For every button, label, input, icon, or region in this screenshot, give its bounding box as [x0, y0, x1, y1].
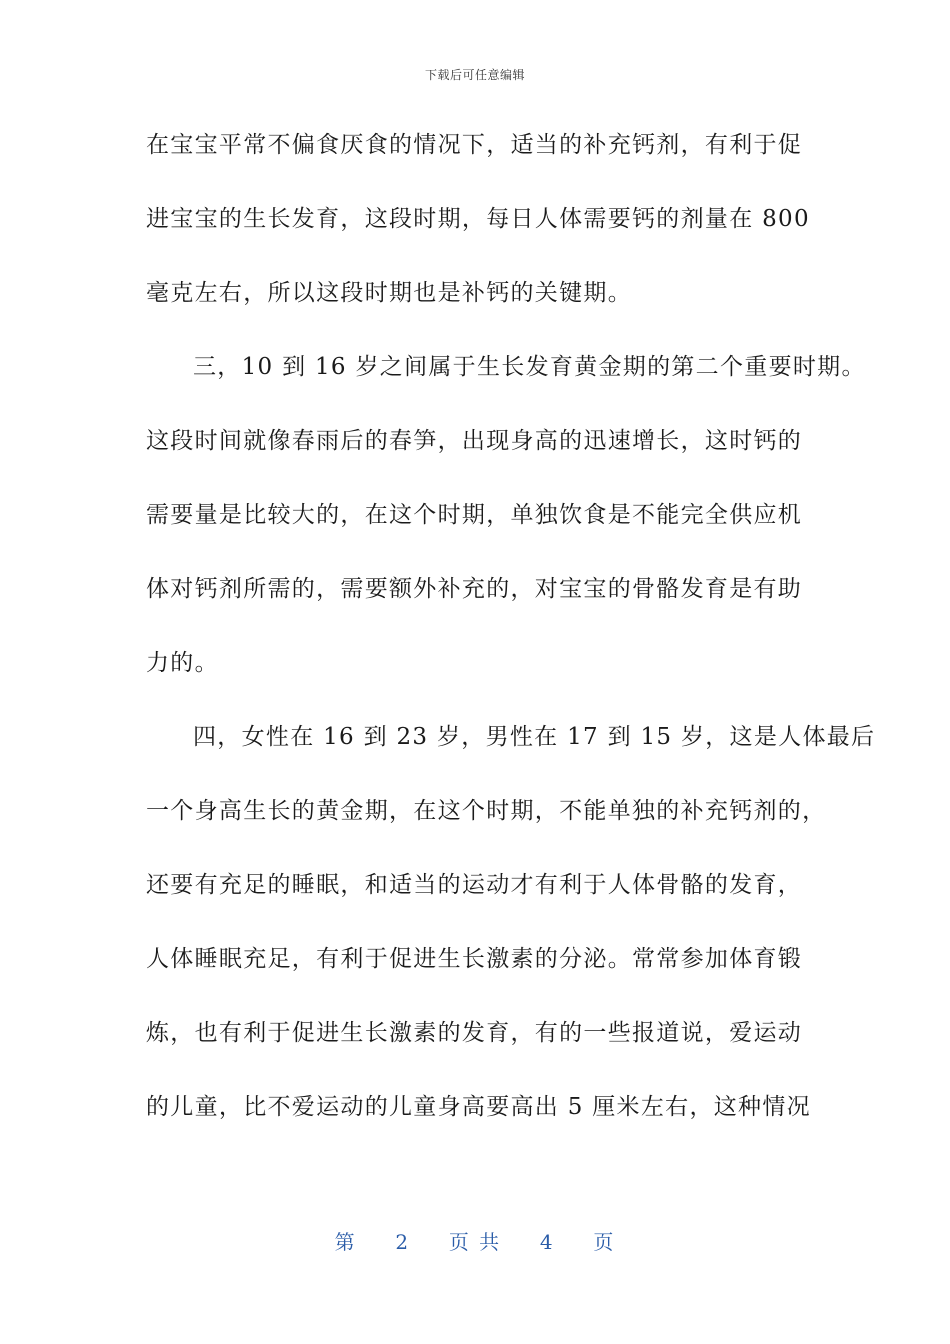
text-line: 力的。 [146, 650, 219, 676]
total-pages-number: 4 [539, 1230, 555, 1254]
text-line: 在宝宝平常不偏食厌食的情况下，适当的补充钙剂，有利于促 [146, 132, 803, 158]
text-line-paragraph-start: 三，10 到 16 岁之间属于生长发育黄金期的第二个重要时期。 [193, 354, 866, 380]
footer-prefix: 第 [334, 1230, 357, 1254]
text-line: 一个身高生长的黄金期，在这个时期，不能单独的补充钙剂的， [146, 798, 827, 824]
text-line-paragraph-start: 四，女性在 16 到 23 岁，男性在 17 到 15 岁，这是人体最后 [193, 724, 876, 750]
text-line: 这段时间就像春雨后的春笋，出现身高的迅速增长，这时钙的 [146, 428, 803, 454]
text-line: 需要量是比较大的，在这个时期，单独饮食是不能完全供应机 [146, 502, 803, 528]
text-line: 毫克左右，所以这段时期也是补钙的关键期。 [146, 280, 632, 306]
text-line: 体对钙剂所需的，需要额外补充的，对宝宝的骨骼发育是有助 [146, 576, 803, 602]
footer-suffix: 页 [593, 1230, 616, 1254]
text-line: 人体睡眠充足，有利于促进生长激素的分泌。常常参加体育锻 [146, 946, 803, 972]
page-footer [0, 1226, 950, 1255]
page-header: 下载后可任意编辑 [424, 68, 525, 82]
text-line: 进宝宝的生长发育，这段时期，每日人体需要钙的剂量在 800 [146, 206, 810, 232]
text-line: 炼，也有利于促进生长激素的发育，有的一些报道说，爱运动 [146, 1020, 803, 1046]
footer-middle: 页 共 [448, 1230, 502, 1254]
text-line: 的儿童，比不爱运动的儿童身高要高出 5 厘米左右，这种情况 [146, 1094, 811, 1120]
current-page-number: 2 [395, 1230, 411, 1254]
text-line: 还要有充足的睡眠，和适当的运动才有利于人体骨骼的发育， [146, 872, 803, 898]
